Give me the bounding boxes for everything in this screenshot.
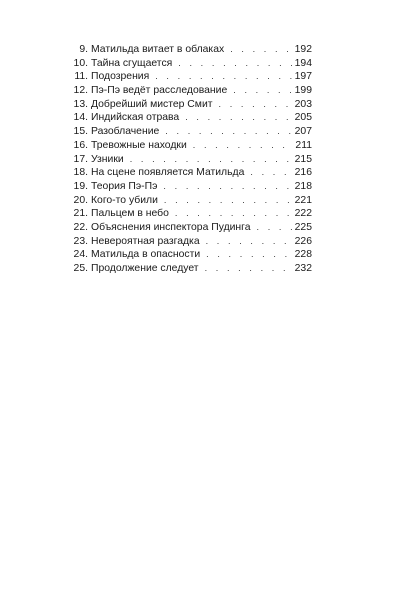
toc-entry: [68, 43, 312, 57]
toc-entry: [68, 111, 312, 125]
toc-entry: [68, 57, 312, 71]
page-number: 211: [295, 139, 312, 151]
toc-entry: [68, 221, 312, 235]
chapter-title: Объяснения инспектора Пудинга: [91, 221, 251, 233]
chapter-title: Тайна сгущается: [91, 57, 173, 69]
chapter-number: 16.: [73, 139, 88, 151]
page-number: 194: [294, 57, 312, 69]
chapter-title: На сцене появляется Матильда: [91, 167, 245, 179]
toc-entry: [68, 166, 312, 180]
chapter-title: Тревожные находки: [91, 139, 187, 151]
page-number: 228: [294, 249, 312, 261]
toc-entry: [68, 125, 312, 139]
dot-leader: [149, 70, 292, 84]
dot-leader: [179, 111, 292, 125]
dot-leader: [213, 98, 292, 112]
dot-leader: [199, 262, 292, 276]
dot-leader: [169, 207, 292, 221]
chapter-title: Подозрения: [91, 71, 150, 83]
page-number: 226: [294, 235, 312, 247]
toc-entry: [68, 248, 312, 262]
dot-leader: [159, 125, 292, 139]
page-number: 215: [294, 153, 312, 165]
page-number: 203: [294, 98, 312, 110]
chapter-number: 15.: [73, 126, 88, 138]
chapter-title: Продолжение следует: [91, 263, 199, 274]
chapter-number: 12.: [73, 85, 88, 97]
chapter-title: Кого-то убили: [91, 194, 158, 206]
chapter-number: 17.: [73, 153, 88, 165]
dot-leader: [124, 153, 292, 167]
chapter-number: 18.: [73, 167, 88, 179]
chapter-title: Теория Пэ-Пэ: [91, 180, 158, 192]
chapter-number: 9.: [79, 44, 88, 55]
toc-entry: [68, 194, 312, 208]
dot-leader: [227, 84, 292, 98]
toc-entry: [68, 98, 312, 112]
toc-entry: [68, 139, 312, 153]
toc-entry: [68, 235, 312, 249]
toc-entry: [68, 207, 312, 221]
chapter-title: Пальцем в небо: [91, 208, 169, 220]
page-number: 225: [294, 221, 312, 233]
chapter-number: 13.: [73, 98, 88, 110]
dot-leader: [200, 248, 292, 262]
chapter-title: Матильда витает в облаках: [91, 44, 225, 55]
toc-entry: [68, 153, 312, 167]
page-number: 216: [294, 167, 312, 179]
page-number: 207: [294, 126, 312, 138]
chapter-title: Пэ-Пэ ведёт расследование: [91, 85, 228, 97]
chapter-title: Невероятная разгадка: [91, 235, 200, 247]
page-number: 218: [294, 180, 312, 192]
dot-leader: [251, 221, 292, 235]
chapter-number: 11.: [74, 71, 88, 83]
dot-leader: [224, 43, 292, 57]
chapter-title: Разоблачение: [91, 126, 160, 138]
dot-leader: [157, 180, 292, 194]
toc-entry: [68, 180, 312, 194]
chapter-number: 22.: [73, 221, 88, 233]
chapter-number: 25.: [73, 263, 88, 274]
dot-leader: [244, 166, 292, 180]
chapter-title: Добрейший мистер Смит: [91, 98, 213, 110]
chapter-number: 23.: [73, 235, 88, 247]
chapter-number: 19.: [73, 180, 88, 192]
chapter-number: 14.: [73, 112, 88, 124]
toc-entry: [68, 84, 312, 98]
page-number: 221: [294, 194, 312, 206]
chapter-number: 10.: [73, 57, 88, 69]
chapter-number: 20.: [73, 194, 88, 206]
chapter-title: Индийская отрава: [91, 112, 180, 124]
page-number: 232: [294, 263, 312, 274]
page-number: 199: [294, 85, 312, 97]
page-number: 205: [294, 112, 312, 124]
chapter-title: Матильда в опасности: [91, 249, 201, 261]
page-number: 197: [294, 71, 312, 83]
page-number: 192: [294, 44, 312, 55]
dot-leader: [158, 194, 292, 208]
chapter-title: Узники: [91, 153, 124, 165]
dot-leader: [172, 57, 292, 71]
toc-entry: [68, 70, 312, 84]
chapter-number: 21.: [73, 208, 88, 220]
dot-leader: [200, 235, 292, 249]
dot-leader: [187, 139, 292, 153]
chapter-number: 24.: [73, 249, 88, 261]
table-of-contents: [68, 43, 312, 276]
toc-entry: [68, 262, 312, 276]
page-number: 222: [294, 208, 312, 220]
